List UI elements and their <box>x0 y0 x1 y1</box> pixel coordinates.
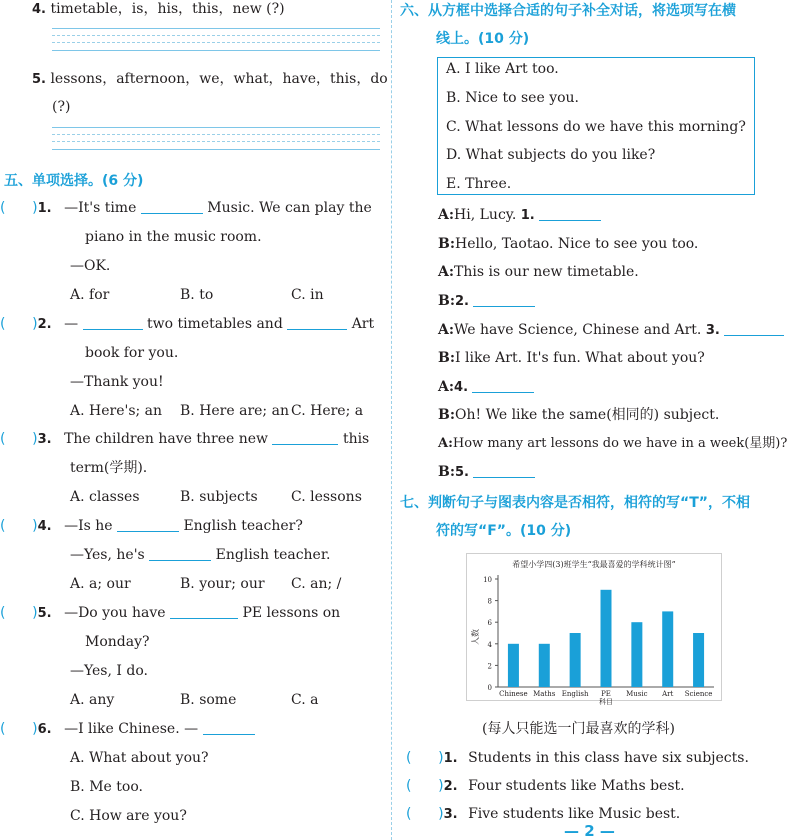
answer-blank[interactable] <box>149 546 211 561</box>
dialogue-text: Hi, Lucy. <box>454 207 517 223</box>
bar-maths <box>539 644 550 687</box>
mc2-line3: —Thank you! <box>70 374 164 390</box>
mc5-option-a: A. any <box>70 692 115 708</box>
bar-english <box>570 633 581 687</box>
mc5-line2: Monday? <box>85 634 150 650</box>
dialogue-line-1: A:Hi, Lucy. 1. <box>438 206 601 225</box>
box-option-c: C. What lessons do we have this morning? <box>446 119 746 135</box>
speaker: A <box>438 264 449 280</box>
bar-science <box>693 633 704 687</box>
mc6-text: —I like Chinese. — <box>64 721 199 737</box>
mc-question-4 <box>0 517 303 536</box>
mc-question-6 <box>0 720 255 739</box>
answer-blank[interactable] <box>170 604 238 619</box>
mc2-option-c: C. Here; a <box>291 403 364 419</box>
y-tick-label: 0 <box>487 684 492 692</box>
mc-question-1 <box>0 199 380 218</box>
x-tick-label: Art <box>662 690 674 698</box>
mc4-option-a: A. a; our <box>70 576 131 592</box>
dialogue-line-5: A:We have Science, Chinese and Art. 3. <box>438 321 784 340</box>
mc2-text: Art <box>351 316 375 332</box>
mc-question-3 <box>0 430 369 449</box>
chart-title: 希望小学四(3)班学生“我最喜爱的学科统计图” <box>512 560 676 569</box>
speaker: A <box>438 436 449 451</box>
q5-text-line1: lessons，afternoon，we，what，have，this，do <box>50 71 388 87</box>
answer-blank[interactable] <box>539 206 601 221</box>
section-7-title-line2: 符的写“F”。(10 分) <box>436 523 572 539</box>
dialogue-line-9: A:How many art lessons do we have in a week(星期)? <box>438 436 788 451</box>
y-axis-label: 人数 <box>471 629 480 645</box>
writing-line <box>52 42 380 43</box>
q4-number: 4. <box>32 2 46 17</box>
mc1-option-b: B. to <box>180 287 214 303</box>
blank-number: 4. <box>454 380 469 395</box>
bar-chinese <box>508 644 519 687</box>
mc1-text: Music. We can play the <box>207 200 372 216</box>
answer-blank[interactable] <box>287 315 347 330</box>
judge3-text: Five students like Music best. <box>468 806 681 822</box>
mc3-option-c: C. lessons <box>291 489 362 505</box>
mc3-option-b: B. subjects <box>180 489 258 505</box>
mc3-line2: term(学期). <box>70 460 148 476</box>
mc2-text: two timetables and <box>146 316 283 332</box>
mc1-line3: —OK. <box>70 258 111 274</box>
writing-line <box>52 149 380 150</box>
dialogue-line-4: B:2. <box>438 292 535 311</box>
dialogue-text: Hello, Taotao. Nice to see you too. <box>455 236 699 252</box>
mc2-number: 2. <box>37 317 52 332</box>
mc4-option-b: B. your; our <box>180 576 265 592</box>
box-option-a: A. I like Art too. <box>446 61 559 77</box>
box-option-b: B. Nice to see you. <box>446 90 580 106</box>
mc5-text: —Do you have <box>64 605 166 621</box>
x-axis-label: 科目 <box>599 698 613 706</box>
answer-bracket[interactable]: ( ) <box>0 316 38 332</box>
section-6-title-line1: 六、从方框中选择合适的句子补全对话，将选项写在横 <box>400 3 736 19</box>
dialogue-line-7: A:4. <box>438 378 534 397</box>
mc-question-2 <box>0 315 374 334</box>
y-tick-label: 2 <box>487 662 492 671</box>
q5-text-line2: (?) <box>52 99 71 115</box>
judge2-text: Four students like Maths best. <box>468 778 685 794</box>
box-option-e: E. Three. <box>446 176 512 192</box>
mc2-line2: book for you. <box>85 345 179 361</box>
blank-number: 1. <box>520 208 535 223</box>
box-option-d: D. What subjects do you like? <box>446 147 656 163</box>
dialogue-text: How many art lessons do we have in a week(星期)? <box>452 436 788 451</box>
y-tick-label: 4 <box>487 640 492 649</box>
y-tick-label: 10 <box>483 576 492 584</box>
mc6-option-b: B. Me too. <box>70 779 143 795</box>
speaker: A <box>438 322 449 338</box>
writing-line <box>52 141 380 142</box>
blank-number: 2. <box>455 294 469 309</box>
judge-question-3 <box>406 805 680 824</box>
dialogue-line-2: B:Hello, Taotao. Nice to see you too. <box>438 236 699 252</box>
writing-line <box>52 50 380 51</box>
speaker: B <box>438 407 450 423</box>
mc5-option-c: C. a <box>291 692 319 708</box>
answer-bracket[interactable]: ( ) <box>0 431 38 447</box>
dialogue-text: I like Art. It's fun. What about you? <box>455 350 705 366</box>
answer-bracket[interactable]: ( ) <box>0 518 38 534</box>
writing-line <box>52 35 380 36</box>
column-divider <box>391 0 392 840</box>
dialogue-line-6: B:I like Art. It's fun. What about you? <box>438 350 705 366</box>
speaker: B <box>438 293 450 309</box>
answer-blank[interactable] <box>117 517 179 532</box>
mc3-text: this <box>342 431 370 447</box>
dialogue-line-3: A:This is our new timetable. <box>438 264 639 280</box>
mc5-number: 5. <box>37 606 52 621</box>
mc2-option-a: A. Here's; an <box>70 403 163 419</box>
answer-bracket[interactable]: ( ) <box>406 750 444 766</box>
x-tick-label: Chinese <box>499 690 528 698</box>
chart-caption: (每人只能选一门最喜欢的学科) <box>482 721 675 737</box>
mc2-option-b: B. Here are; an <box>180 403 289 419</box>
speaker: B <box>438 464 450 480</box>
mc6-option-a: A. What about you? <box>70 750 209 766</box>
answer-bracket[interactable]: ( ) <box>406 778 444 794</box>
mc4-text: —Yes, he's <box>70 547 145 563</box>
writing-line <box>52 127 380 128</box>
mc4-number: 4. <box>37 519 52 534</box>
answer-bracket[interactable]: ( ) <box>0 200 38 216</box>
bar-music <box>631 622 642 687</box>
mc3-number: 3. <box>37 432 52 447</box>
mc1-option-c: C. in <box>291 287 324 303</box>
dialogue-text: This is our new timetable. <box>454 264 639 280</box>
mc2-text: — <box>64 316 79 332</box>
reorder-q5 <box>32 70 388 89</box>
q4-text: timetable，is，his，this，new (?) <box>50 1 285 17</box>
mc4-text: English teacher. <box>215 547 331 563</box>
mc4-line2 <box>70 546 330 564</box>
section-6-title-line2: 线上。(10 分) <box>436 31 530 47</box>
answer-bracket[interactable]: ( ) <box>406 806 444 822</box>
bar-art <box>662 611 673 687</box>
section-5-title: 五、单项选择。(6 分) <box>4 173 144 189</box>
mc4-text: English teacher? <box>183 518 303 534</box>
answer-blank[interactable] <box>141 199 203 214</box>
mc5-line3: —Yes, I do. <box>70 663 148 679</box>
x-tick-label: Maths <box>533 690 556 698</box>
dialogue-text: Oh! We like the same(相同的) subject. <box>455 407 720 423</box>
answer-blank[interactable] <box>724 321 784 336</box>
dialogue-line-8: B:Oh! We like the same(相同的) subject. <box>438 407 720 423</box>
mc5-text: PE lessons on <box>242 605 341 621</box>
x-tick-label: PE <box>601 690 611 698</box>
speaker: B <box>438 350 450 366</box>
answer-bracket[interactable]: ( ) <box>0 721 38 737</box>
section-7-title-line1: 七、判断句子与图表内容是否相符，相符的写“T”，不相 <box>400 495 750 511</box>
q5-number: 5. <box>32 72 46 87</box>
answer-bracket[interactable]: ( ) <box>0 605 38 621</box>
answer-blank[interactable] <box>203 720 255 735</box>
speaker: A <box>438 379 449 395</box>
mc1-text: —It's time <box>64 200 137 216</box>
mc3-option-a: A. classes <box>70 489 140 505</box>
judge-question-2 <box>406 777 685 796</box>
mc3-text: The children have three new <box>64 431 269 447</box>
chart-frame <box>467 554 722 701</box>
answer-blank[interactable] <box>472 378 534 393</box>
mc4-option-c: C. an; / <box>291 576 342 592</box>
mc1-number: 1. <box>37 201 52 216</box>
y-tick-label: 8 <box>487 597 492 606</box>
blank-number: 3. <box>705 323 720 338</box>
mc6-number: 6. <box>37 722 52 737</box>
dialogue-text: We have Science, Chinese and Art. <box>454 322 702 338</box>
x-tick-label: Science <box>684 690 713 698</box>
writing-line <box>52 28 380 29</box>
writing-line <box>52 134 380 135</box>
bar-pe <box>601 590 612 687</box>
blank-number: 5. <box>455 465 469 480</box>
x-tick-label: Music <box>626 690 648 698</box>
answer-blank[interactable] <box>473 292 535 307</box>
answer-blank[interactable] <box>272 430 338 445</box>
mc-question-5 <box>0 604 340 623</box>
mc6-option-c: C. How are you? <box>70 808 187 824</box>
page-number: — 2 — <box>564 822 615 840</box>
speaker: A <box>438 207 449 223</box>
answer-blank[interactable] <box>473 463 535 478</box>
judge-question-1 <box>406 749 749 768</box>
answer-blank[interactable] <box>83 315 143 330</box>
dialogue-line-10: B:5. <box>438 463 535 482</box>
x-tick-label: English <box>561 690 589 698</box>
judge2-number: 2. <box>443 779 458 794</box>
mc5-option-b: B. some <box>180 692 237 708</box>
mc1-line2: piano in the music room. <box>85 229 262 245</box>
y-tick-label: 6 <box>487 619 492 628</box>
speaker: B <box>438 236 450 252</box>
judge1-number: 1. <box>443 751 458 766</box>
judge1-text: Students in this class have six subjects. <box>468 750 749 766</box>
mc4-text: —Is he <box>64 518 113 534</box>
bar-chart <box>466 553 722 706</box>
judge3-number: 3. <box>443 807 458 822</box>
reorder-q4 <box>32 0 285 19</box>
mc1-option-a: A. for <box>70 287 110 303</box>
